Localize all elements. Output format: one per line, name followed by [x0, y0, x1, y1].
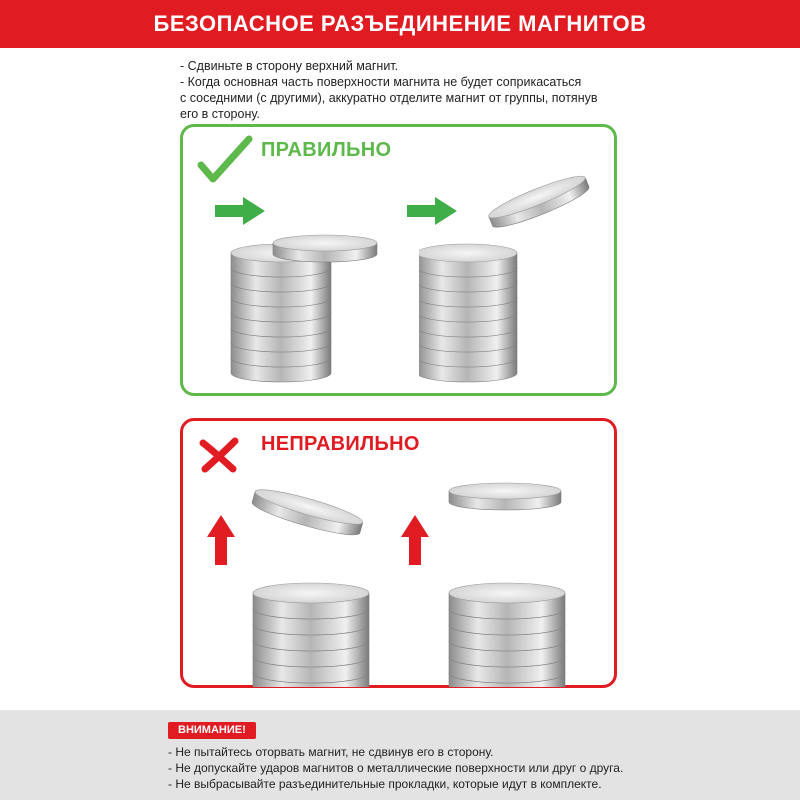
magnet-disc	[449, 583, 565, 619]
up-arrow-icon	[399, 513, 431, 567]
cross-icon	[197, 435, 243, 475]
warning-badge: ВНИМАНИЕ!	[168, 722, 256, 739]
warning-footer	[0, 710, 800, 800]
wrong-panel-title: НЕПРАВИЛЬНО	[261, 433, 420, 455]
warning-item: - Не допускайте ударов магнитов о металлические поверхности или друг о друга.	[168, 761, 624, 775]
correct-panel	[180, 124, 617, 396]
instructions-block	[180, 58, 620, 122]
warning-item: - Не пытайтесь оторвать магнит, не сдвинув его в сторону.	[168, 745, 494, 759]
magnet-disc	[253, 583, 369, 619]
instruction-line: с соседними (с другими), аккуратно отделите магнит от группы, потянув	[180, 91, 598, 105]
warning-item: - Не выбрасывайте разъединительные прокладки, которые идут в комплекте.	[168, 777, 602, 791]
magnet-stack-pulled-straight	[441, 475, 581, 687]
warning-list	[168, 744, 688, 792]
page-title: БЕЗОПАСНОЕ РАЗЪЕДИНЕНИЕ МАГНИТОВ	[153, 11, 647, 36]
magnet-disc	[449, 483, 561, 510]
instruction-line: его в сторону.	[180, 107, 260, 121]
title-banner	[0, 0, 800, 48]
magnet-stack-shifted	[225, 223, 405, 383]
magnet-disc	[273, 235, 377, 262]
checkmark-icon	[197, 135, 253, 187]
correct-panel-title: ПРАВИЛЬНО	[261, 139, 392, 161]
magnet-disc	[486, 170, 592, 233]
magnet-stack-pulled-tilted	[243, 475, 393, 687]
wrong-panel	[180, 418, 617, 688]
instruction-line: - Когда основная часть поверхности магнита не будет соприкасаться	[180, 75, 582, 89]
magnet-stack-separated	[419, 145, 619, 385]
up-arrow-icon	[205, 513, 237, 567]
instruction-line: - Сдвиньте в сторону верхний магнит.	[180, 59, 399, 73]
magnet-disc	[250, 484, 365, 541]
magnet-disc	[419, 244, 517, 277]
